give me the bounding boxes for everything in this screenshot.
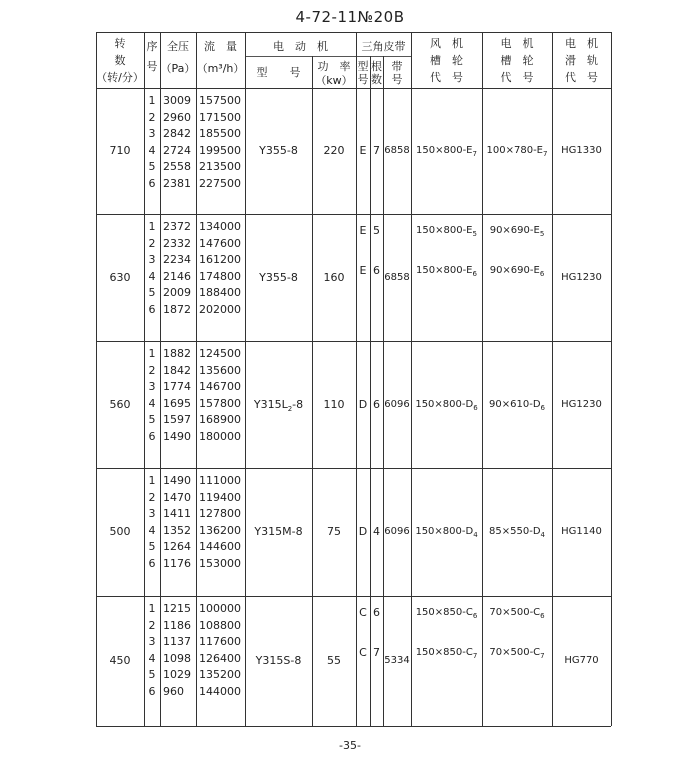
row-pressure: 1470 [163,490,191,504]
table-rule-vertical [160,32,161,726]
row-flow: 100000 [199,602,241,615]
row-seq: 1 [148,602,156,615]
motor-model: Y355-8 [259,144,298,157]
speed-value: 630 [109,270,131,284]
fan-pulley-code: $150\times 800-D_6$ [415,398,478,412]
row-pressure: 1597 [163,413,191,426]
row-pressure: 1490 [163,474,191,487]
row-pressure: 1098 [163,651,191,665]
belt-count: 6 [373,264,380,277]
row-flow: 188400 [199,286,241,299]
table-rule-vertical [611,32,612,726]
row-pressure: 1774 [163,380,191,393]
row-flow: 161200 [199,253,241,266]
row-seq: 1 [148,474,156,487]
row-pressure: 1264 [163,540,191,553]
row-pressure: 2960 [163,110,191,124]
row-pressure: 2842 [163,127,191,140]
motor-pulley-code: $70\times 500-C_7$ [489,647,545,660]
row-flow: 157800 [199,396,241,410]
header-speed: （转/分） [96,71,144,84]
row-seq: 5 [148,540,156,553]
header-motor-power: （kw） [315,74,353,87]
row-flow: 135200 [199,668,241,681]
speed-value: 710 [109,144,131,157]
row-seq: 1 [148,220,156,233]
belt-length: 6858 [384,271,410,283]
row-flow: 199500 [199,143,241,157]
row-pressure: 1842 [163,363,191,377]
row-pressure: 1186 [163,618,191,632]
header-seq: 序 [146,40,158,53]
table-rule [96,214,611,215]
row-pressure: 960 [163,684,184,698]
motor-model: Y315M-8 [254,525,303,538]
header-belt: 三角皮带 [361,40,406,53]
row-pressure: 2372 [163,220,191,233]
table-rule-vertical [144,32,145,726]
motor-rail-code: HG1330 [561,145,602,156]
row-pressure: 1137 [163,635,191,648]
row-flow: 136200 [199,523,241,537]
belt-count: 4 [373,525,380,538]
row-flow: 117600 [199,635,241,648]
row-flow: 153000 [199,556,241,570]
row-pressure: 2558 [163,160,191,173]
row-seq: 2 [148,363,156,377]
speed-value: 450 [109,654,131,667]
row-pressure: 2381 [163,176,191,190]
row-seq: 5 [148,286,156,299]
header-flow: （m³/h） [196,62,245,75]
header-belt-count: 根 [371,60,382,73]
motor-pulley-code: $85\times 550-D_4$ [489,526,545,539]
row-seq: 6 [148,556,156,570]
header-motor: 电 动 机 [273,40,328,53]
row-seq: 4 [148,523,156,537]
header-motor-power: 功 率 [317,60,351,73]
motor-power: 75 [327,525,341,538]
motor-rail-code: HG1230 [561,398,602,410]
row-seq: 6 [148,684,156,698]
row-flow: 135600 [199,363,241,377]
row-flow: 127800 [199,507,241,520]
header-motor-rail: 代 号 [565,71,598,84]
row-flow: 126400 [199,651,241,665]
table-rule [96,32,611,33]
row-pressure: 1882 [163,347,191,360]
belt-type: E [359,224,367,237]
row-pressure: 1695 [163,396,191,410]
row-seq: 2 [148,490,156,504]
motor-pulley-code: $90\times 690-E_6$ [489,265,545,278]
belt-type: E [359,264,367,277]
header-motor-pulley: 槽 轮 [500,54,534,67]
motor-power: 160 [323,270,345,284]
belt-type: E [359,144,367,157]
row-pressure: 2724 [163,143,191,157]
row-pressure: 1215 [163,602,191,615]
row-seq: 5 [148,160,156,173]
row-seq: 3 [148,127,156,140]
motor-model: Y355-8 [259,270,298,284]
row-flow: 144000 [199,684,241,698]
belt-length: 6096 [384,526,410,537]
header-speed: 转 [114,37,126,50]
motor-rail-code: HG770 [564,655,599,666]
fan-pulley-code: $150\times 800-E_5$ [416,225,477,238]
row-flow: 185500 [199,127,241,140]
belt-type: C [359,606,367,619]
table-rule-vertical [196,32,197,726]
row-flow: 202000 [199,302,241,316]
belt-length: 5334 [384,655,410,666]
motor-rail-code: HG1140 [561,526,602,537]
header-fan-pulley: 风 机 [430,37,463,50]
row-pressure: 2009 [163,286,191,299]
page-title: 4-72-11№20B [295,8,405,26]
table-rule-vertical [245,32,246,726]
row-pressure: 2332 [163,236,191,250]
motor-pulley-code: $90\times 610-D_6$ [489,398,545,412]
table-rule [96,468,611,469]
fan-pulley-code: $150\times 800-D_4$ [415,526,478,539]
speed-value: 560 [109,397,131,411]
belt-type: D [358,525,368,538]
table-rule [96,341,611,342]
belt-count: 7 [373,646,380,659]
header-sub-rule [245,56,356,57]
row-flow: 168900 [199,413,241,426]
row-pressure: 1490 [163,429,191,443]
fan-pulley-code: $150\times 800-E_6$ [416,265,477,278]
belt-length: 6858 [384,145,410,156]
row-seq: 3 [148,635,156,648]
belt-count: 6 [373,397,380,411]
row-flow: 180000 [199,429,241,443]
row-seq: 6 [148,429,156,443]
motor-pulley-code: $90\times 690-E_5$ [489,225,545,238]
row-pressure: 3009 [163,94,191,107]
row-flow: 146700 [199,380,241,393]
row-flow: 134000 [199,220,241,233]
row-seq: 1 [148,94,156,107]
row-flow: 111000 [199,474,241,487]
row-flow: 213500 [199,160,241,173]
row-seq: 5 [148,668,156,681]
row-seq: 2 [148,110,156,124]
header-flow: 流 量 [204,40,237,53]
row-flow: 119400 [199,490,241,504]
header-motor-rail: 电 机 [565,37,598,50]
table-rule [96,596,611,597]
row-flow: 174800 [199,269,241,283]
header-pressure: 全压 [167,40,189,53]
header-fan-pulley: 代 号 [430,71,463,84]
motor-power: 55 [327,654,341,667]
row-seq: 3 [148,507,156,520]
motor-power: 220 [323,144,345,157]
fan-pulley-code: $150\times 850-C_6$ [415,607,478,620]
row-flow: 144600 [199,540,241,553]
table-rule [96,88,611,89]
motor-power: 110 [323,397,345,411]
table-rule-vertical [356,32,357,726]
row-seq: 3 [148,253,156,266]
row-seq: 4 [148,396,156,410]
header-seq: 号 [146,60,158,73]
header-belt-length: 号 [391,73,403,86]
header-pressure: （Pa） [160,62,196,75]
row-pressure: 1872 [163,302,191,316]
row-seq: 4 [148,143,156,157]
row-flow: 227500 [199,176,241,190]
motor-model: $Y315L_2-8$ [253,397,304,413]
header-belt-length: 带 [391,60,403,73]
belt-count: 7 [373,144,380,157]
header-motor-model: 型 号 [256,66,301,79]
page-number: -35- [339,739,361,752]
row-pressure: 2234 [163,253,191,266]
header-motor-pulley: 电 机 [500,37,534,50]
row-pressure: 2146 [163,269,191,283]
row-flow: 124500 [199,347,241,360]
header-motor-rail: 滑 轨 [565,54,598,67]
speed-value: 500 [109,525,131,538]
row-seq: 3 [148,380,156,393]
row-pressure: 1029 [163,668,191,681]
row-seq: 2 [148,618,156,632]
row-flow: 171500 [199,110,241,124]
header-motor-pulley: 代 号 [500,71,534,84]
row-pressure: 1176 [163,556,191,570]
row-seq: 2 [148,236,156,250]
fan-pulley-code: $150\times 850-C_7$ [415,647,478,660]
belt-length: 6096 [384,398,410,410]
row-pressure: 1411 [163,507,191,520]
motor-pulley-code: $70\times 500-C_6$ [489,607,545,620]
motor-rail-code: HG1230 [561,271,602,283]
row-seq: 5 [148,413,156,426]
row-seq: 1 [148,347,156,360]
motor-pulley-code: $100\times 780-E_7$ [486,145,548,158]
row-seq: 4 [148,651,156,665]
belt-type: D [358,397,368,411]
header-belt-type: 型 [357,60,369,73]
table-rule [96,726,611,727]
row-flow: 108800 [199,618,241,632]
row-flow: 147600 [199,236,241,250]
row-flow: 157500 [199,94,241,107]
belt-count: 6 [373,606,380,619]
header-belt-type: 号 [357,73,369,86]
table-rule-vertical [96,32,97,726]
header-belt-count: 数 [371,73,382,86]
belt-type: C [359,646,367,659]
header-speed: 数 [114,54,126,67]
motor-model: Y315S-8 [255,654,302,667]
table-rule-vertical [552,32,553,726]
row-seq: 4 [148,269,156,283]
row-seq: 6 [148,176,156,190]
belt-count: 5 [373,224,380,237]
row-seq: 6 [148,302,156,316]
row-pressure: 1352 [163,523,191,537]
fan-pulley-code: $150\times 800-E_7$ [416,145,477,158]
header-fan-pulley: 槽 轮 [430,54,463,67]
